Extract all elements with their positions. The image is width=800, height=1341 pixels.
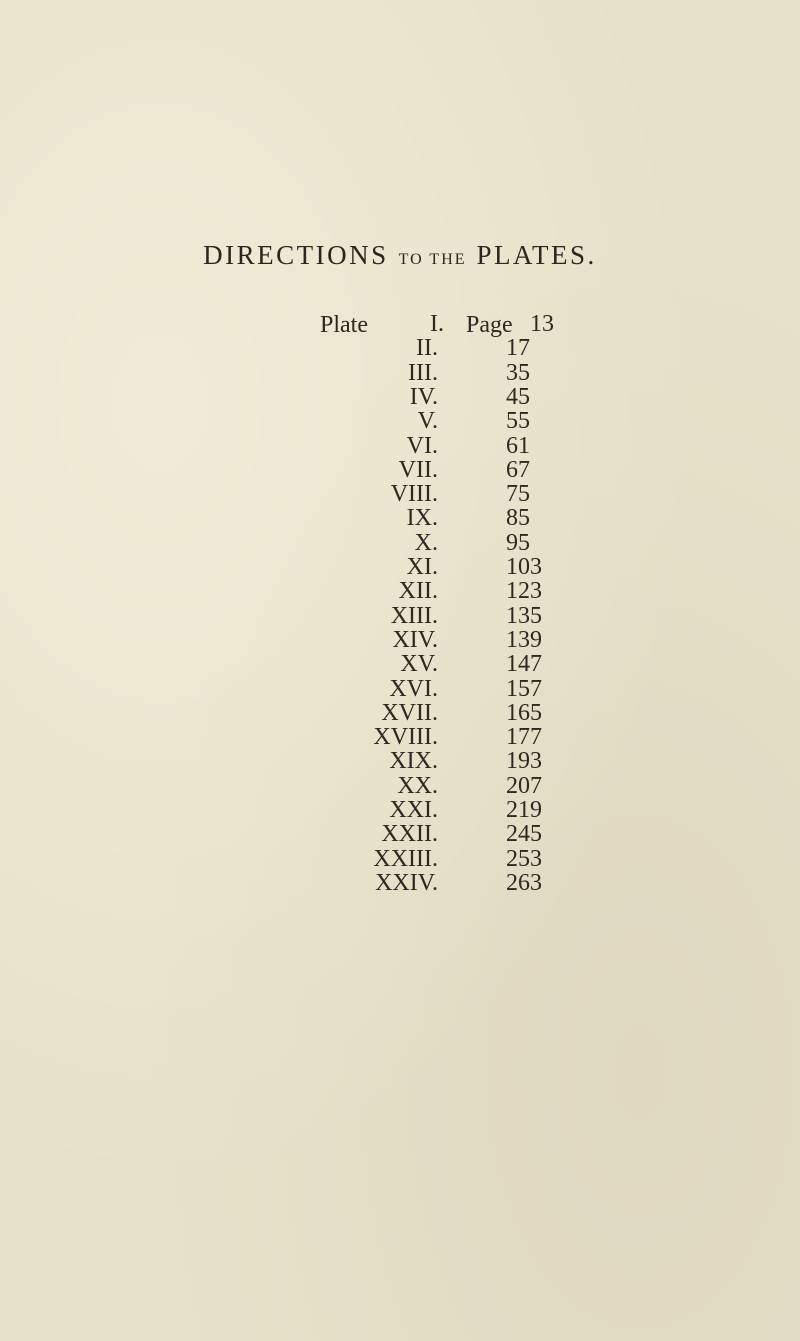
table-row (0, 579, 800, 603)
table-row (0, 385, 800, 409)
title-directions: DIRECTIONS (203, 240, 389, 270)
page-title (0, 240, 800, 271)
table-row (0, 749, 800, 773)
table-row (0, 361, 800, 385)
page-number: 253 (506, 845, 542, 872)
page-number: 123 (506, 578, 542, 605)
table-row (0, 506, 800, 530)
page-number: 135 (506, 602, 542, 629)
table-row (0, 482, 800, 506)
table-row (0, 847, 800, 871)
table-row (0, 822, 800, 846)
plate-number: XVIII. (373, 724, 438, 751)
table-row (0, 409, 800, 433)
title-to-the: TO THE (398, 251, 467, 268)
plate-number: XXII. (381, 821, 438, 848)
table-row (0, 531, 800, 555)
table-row (0, 555, 800, 579)
page-number: 139 (506, 626, 542, 653)
page-number: 207 (506, 772, 542, 799)
plate-column-label: Plate (320, 312, 368, 338)
plate-number: XI. (406, 554, 438, 580)
page-number: 177 (506, 724, 542, 751)
page-column-label: Page (466, 312, 513, 338)
page-number: 147 (506, 651, 542, 678)
page-number: 55 (506, 408, 530, 435)
table-row (0, 701, 800, 725)
plate-number: XV. (400, 651, 438, 678)
plate-number: XX. (397, 772, 438, 799)
table-row (0, 677, 800, 701)
page-number: 245 (506, 821, 542, 848)
table-row (0, 798, 800, 822)
page-number: 85 (506, 505, 530, 532)
page-number: 219 (506, 797, 542, 823)
plate-number: IX. (406, 505, 438, 532)
plate-number: IV. (409, 383, 438, 410)
plate-number: XII. (398, 578, 438, 605)
page-number: 45 (506, 383, 530, 410)
table-row (0, 434, 800, 458)
table-row (0, 871, 800, 895)
table-row (0, 604, 800, 628)
plate-number: XIV. (392, 626, 438, 653)
plate-number: VIII. (390, 481, 438, 508)
plate-number: III. (408, 359, 438, 386)
page-number: 165 (506, 699, 542, 726)
plate-number: XIII. (390, 602, 438, 629)
title-plates: PLATES. (476, 240, 597, 270)
page-number: 75 (506, 481, 530, 508)
page-number: 95 (506, 529, 530, 556)
table-row (0, 652, 800, 676)
page-number: 61 (506, 432, 530, 459)
table-row (0, 725, 800, 749)
page-number: 193 (506, 748, 542, 775)
page-number: 35 (506, 359, 530, 386)
plate-number: I. (430, 311, 444, 337)
plate-number: X. (414, 529, 438, 556)
table-row (0, 774, 800, 798)
page-number: 17 (506, 335, 530, 362)
page-number: 157 (506, 675, 542, 702)
plate-number: XXIII. (373, 845, 438, 872)
table-row (0, 458, 800, 482)
page-number: 263 (506, 869, 542, 896)
table-row (0, 312, 800, 336)
page-number: 13 (530, 311, 554, 337)
plate-number: XXI. (389, 797, 438, 823)
page-number: 67 (506, 456, 530, 483)
table-row (0, 628, 800, 652)
plate-number: XIX. (389, 748, 438, 775)
plate-number: VII. (398, 456, 438, 483)
page-number: 103 (506, 554, 542, 580)
plate-number: XVI. (389, 675, 438, 702)
plate-number: XVII. (381, 699, 438, 726)
table-row (0, 336, 800, 360)
plate-number: VI. (406, 432, 438, 459)
plate-number: V. (417, 408, 438, 435)
plate-number: II. (416, 335, 438, 362)
plate-number: XXIV. (375, 869, 438, 896)
